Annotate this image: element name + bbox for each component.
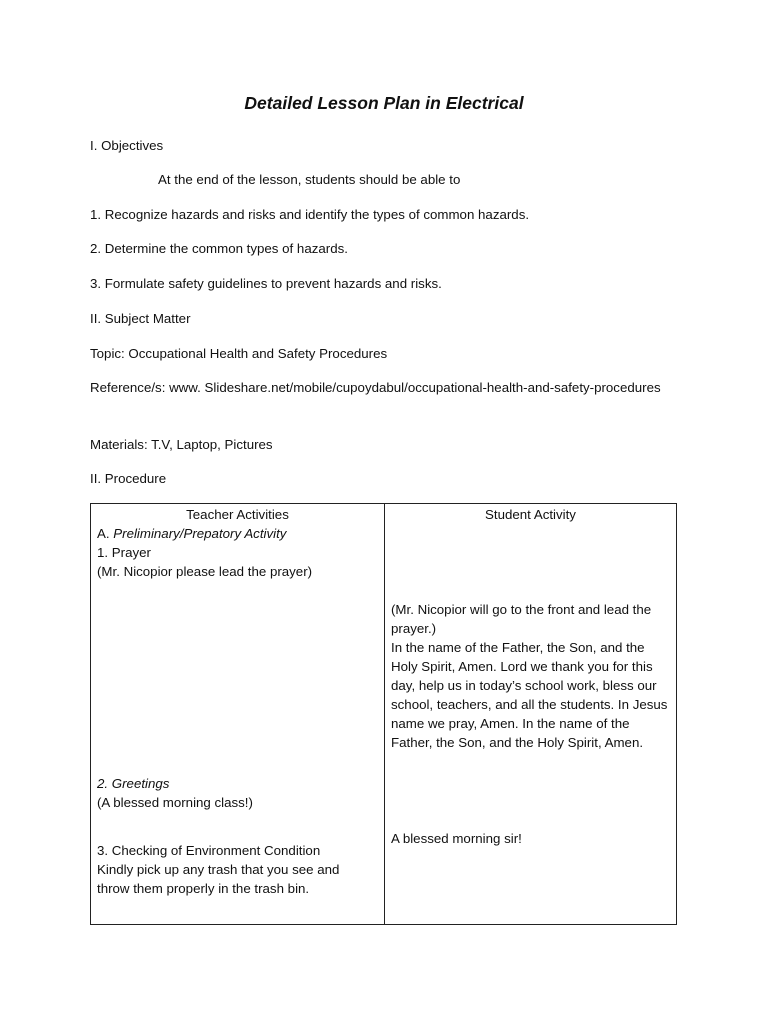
preliminary-label: Preliminary/Prepatory Activity	[109, 526, 287, 541]
checking-instruction: Kindly pick up any trash that you see and throw them properly in the trash bin.	[97, 862, 340, 896]
objective-item: 1. Recognize hazards and risks and identify the types of common hazards.	[90, 207, 530, 222]
student-activity-header: Student Activity	[485, 507, 576, 522]
objectives-intro: At the end of the lesson, students should be able to	[158, 172, 461, 187]
materials-line: Materials: T.V, Laptop, Pictures	[90, 437, 273, 452]
procedure-table	[90, 503, 677, 925]
objectives-heading: I. Objectives	[90, 138, 164, 153]
reference-line: Reference/s: www. Slideshare.net/mobile/cupoydabul/occupational-health-and-safety-procedures	[90, 380, 661, 395]
document-title: Detailed Lesson Plan in Electrical	[244, 93, 524, 113]
preliminary-prefix: A.	[97, 526, 110, 541]
prayer-text: In the name of the Father, the Son, and the Holy Spirit, Amen. Lord we thank you for this day, help us in today’s school work, bless our school, teachers, and all the students. In Jesus name we pray, Amen. In the name of the Father, the Son, and the Holy Spirit, Amen.	[391, 640, 668, 750]
prayer-instruction: (Mr. Nicopior please lead the prayer)	[97, 564, 313, 579]
objective-item: 3. Formulate safety guidelines to prevent hazards and risks.	[90, 276, 442, 291]
procedure-heading: II. Procedure	[90, 471, 167, 486]
greetings-instruction: (A blessed morning class!)	[97, 795, 253, 810]
subject-matter-heading: II. Subject Matter	[90, 311, 191, 326]
greetings-title: 2. Greetings	[97, 776, 170, 791]
preliminary-activity-label	[97, 524, 378, 543]
student-activity-column	[385, 504, 676, 924]
teacher-activities-header: Teacher Activities	[186, 507, 289, 522]
objective-item: 2. Determine the common types of hazards.	[90, 241, 348, 256]
greeting-response: A blessed morning sir!	[391, 831, 522, 846]
topic-line: Topic: Occupational Health and Safety Procedures	[90, 346, 388, 361]
checking-title: 3. Checking of Environment Condition	[97, 843, 321, 858]
prayer-title: 1. Prayer	[97, 545, 151, 560]
teacher-activities-column	[91, 504, 385, 924]
prayer-response: (Mr. Nicopior will go to the front and lead the prayer.)	[391, 602, 652, 636]
